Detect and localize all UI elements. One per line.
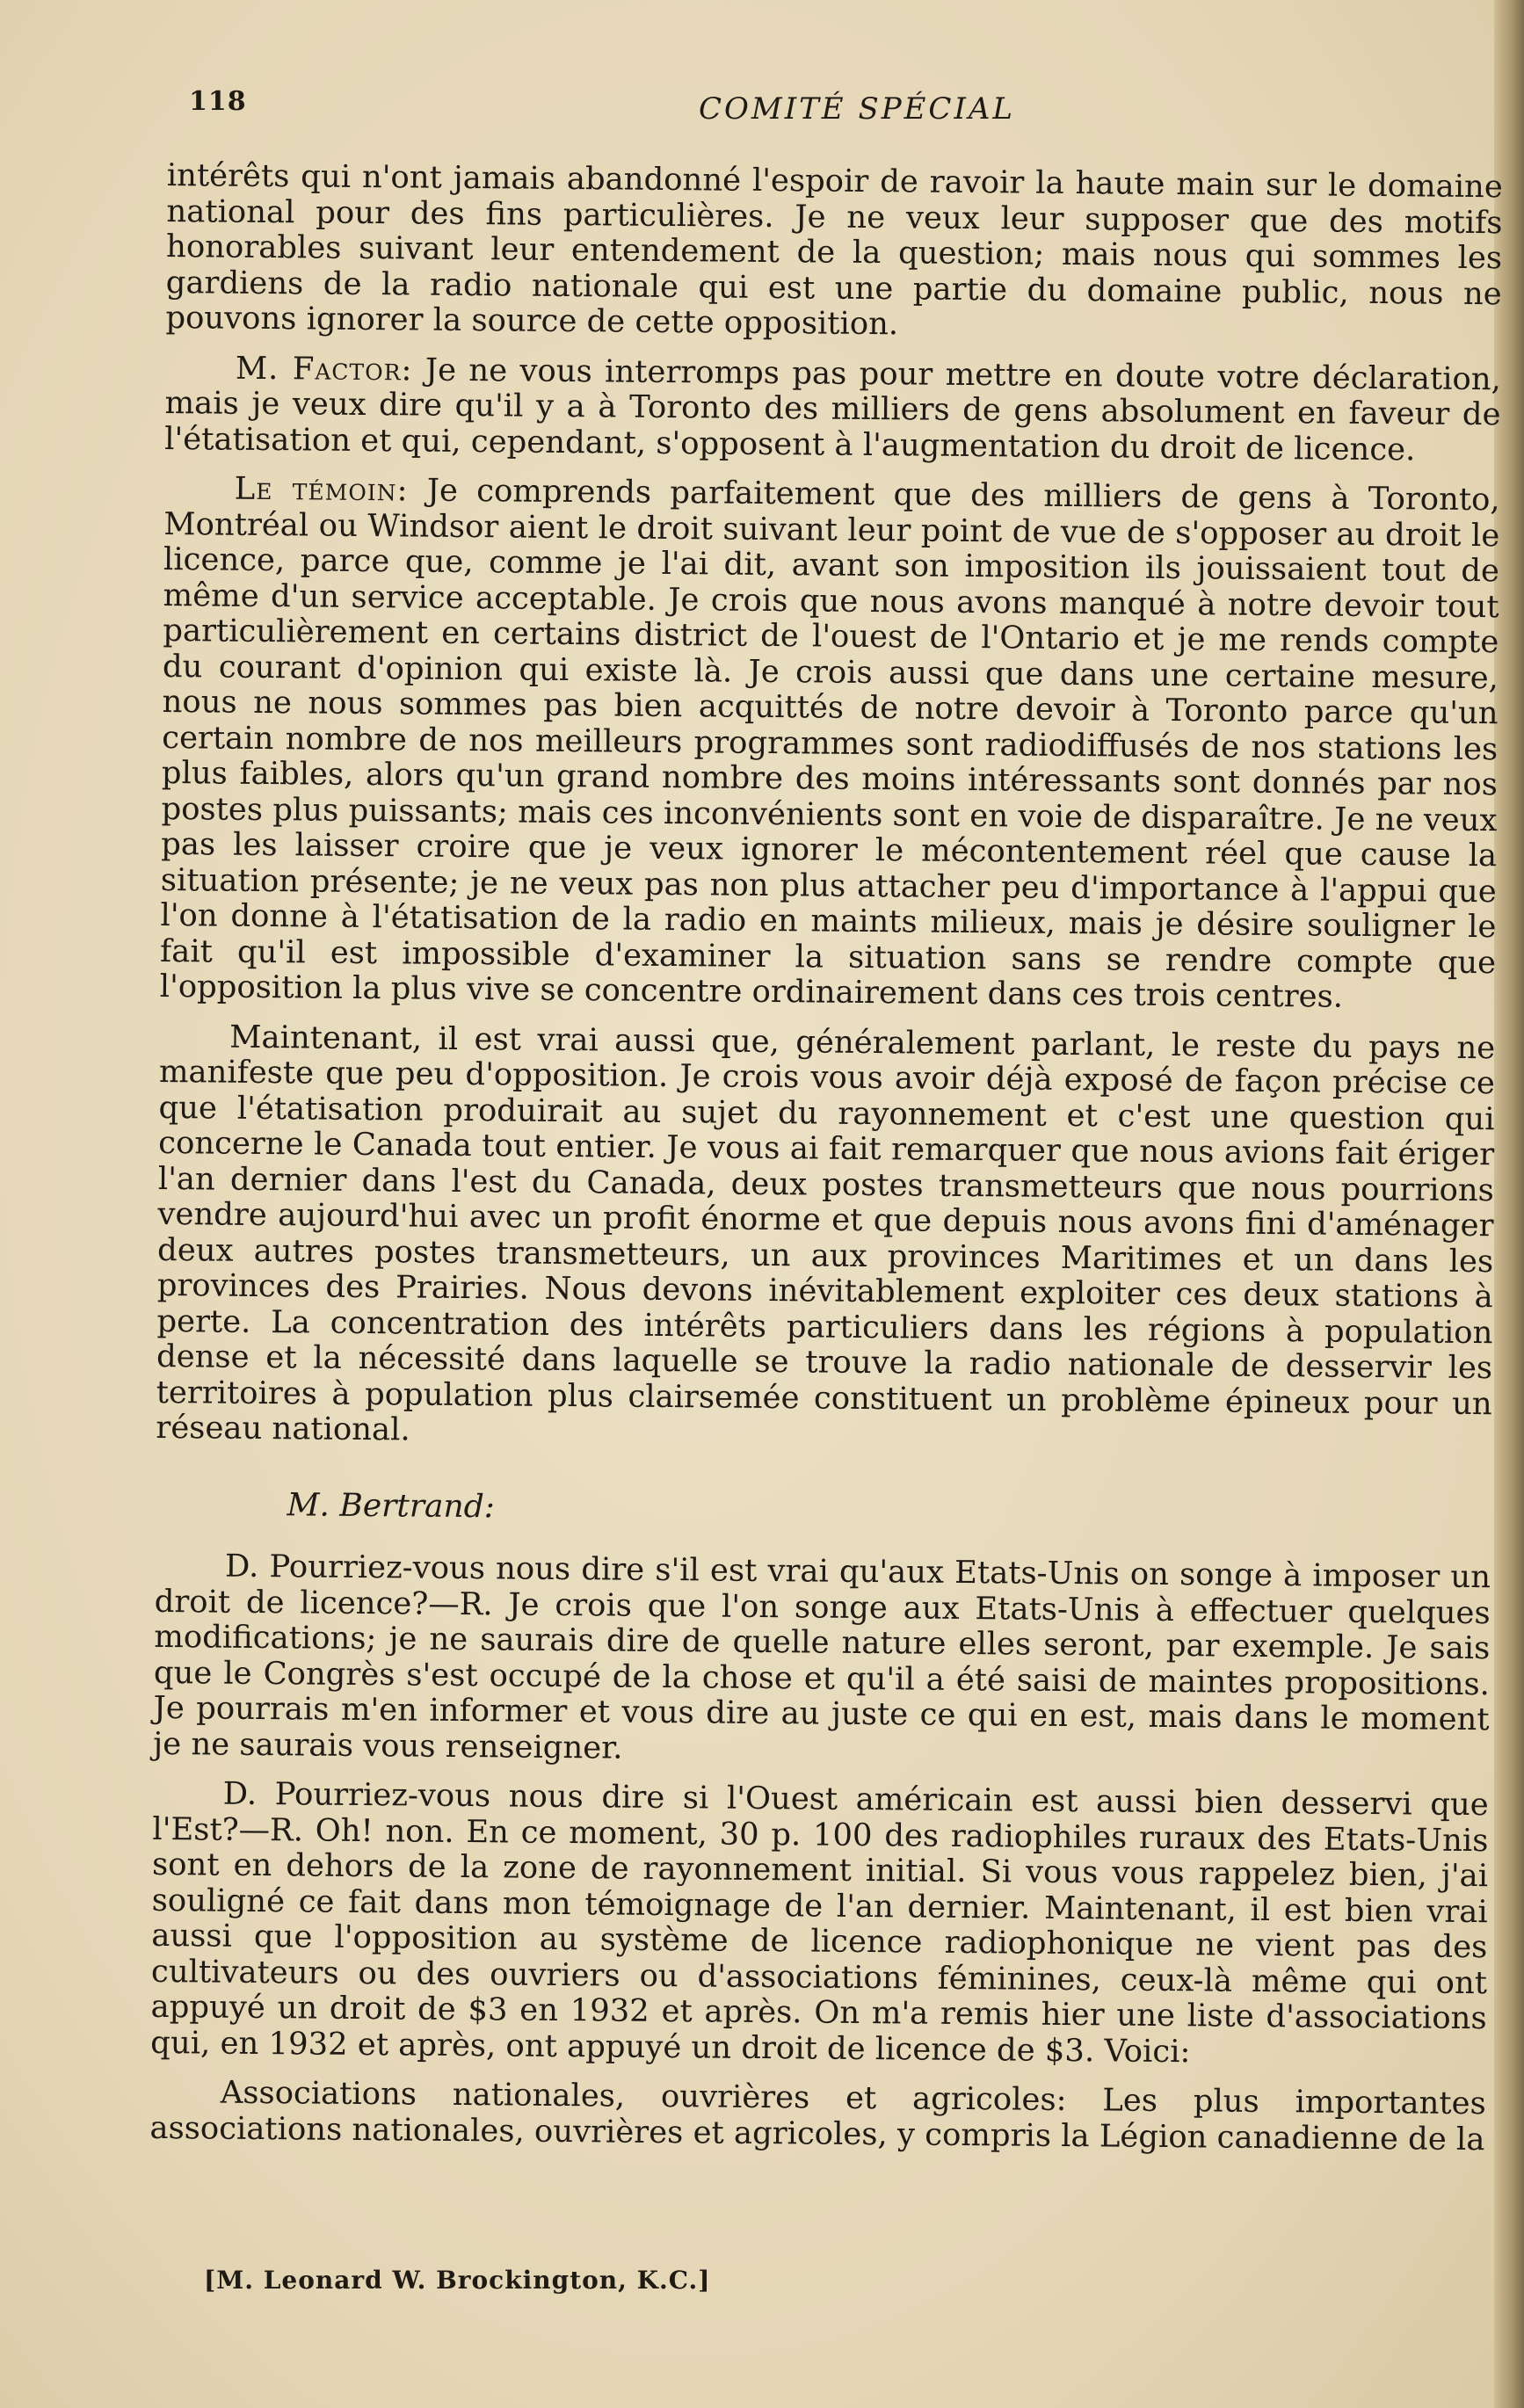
body-text xyxy=(149,158,1503,2158)
paragraph xyxy=(164,350,1501,468)
page-number: 118 xyxy=(189,86,247,117)
paragraph xyxy=(160,471,1500,1017)
paragraph: intérêts qui n'ont jamais abandonné l'espoir de ravoir la haute main sur le domaine national pour des fins particulières. Je ne veux leur supposer que des motifs honorables suivant leur entendement de la question; mais nous qui sommes les gardiens de la radio nationale qui est une partie du domaine public, nous ne pouvons ignorer la source de cette opposition. xyxy=(165,157,1503,343)
running-head: COMITÉ SPÉCIAL xyxy=(699,91,1016,127)
speaker-heading: M. Bertrand: xyxy=(287,1486,496,1525)
speaker-name: M. Factor: xyxy=(235,350,413,388)
question-paragraph: D. Pourriez-vous nous dire si l'Ouest américain est aussi bien desservi que l'Est?—R. Oh! non. En ce moment, 30 p. 100 des radiophiles ruraux des Etats-Unis sont en dehors de la zone de rayonnement initial. Si vous vous rappelez bien, j'ai souligné ce fait dans mon témoignage de l'an dernier. Maintenant, il est bien vrai aussi que l'opposition au système de licence radiophonique ne vient pas des cultivateurs ou des ouvriers ou d'associations féminines, ceux-là même qui ont appuyé un droit de $3 en 1932 et après. On m'a remis hier une liste d'associations qui, en 1932 et après, ont appuyé un droit de licence de $3. Voici: xyxy=(150,1775,1489,2070)
footer-note: [M. Leonard W. Brockington, K.C.] xyxy=(204,2266,711,2295)
page-header xyxy=(189,86,1490,139)
speaker-name: Le témoin: xyxy=(234,470,409,509)
paragraph: Maintenant, il est vrai aussi que, généralement parlant, le reste du pays ne manifeste que peu d'opposition. Je crois vous avoir déjà exposé de façon précise ce que l'étatisation produirait au sujet du rayonnement et c'est une question qui concerne le Canada tout entier. Je vous ai fait remarquer que nous avions fait ériger l'an dernier dans l'est du Canada, deux postes transmetteurs que nous pourrions vendre aujourd'hui avec un profit énorme et que depuis nous avons fini d'aménager deux autres postes transmetteurs, un aux provinces Maritimes et un dans les provinces des Prairies. Nous devons inévitablement exploiter ces deux stations à perte. La concentration des intérêts particuliers dans les régions à population dense et la nécessité dans laquelle se trouve la radio nationale de desservir les territoires à population plus clairsemée constituent un problème épineux pour un réseau national. xyxy=(156,1019,1496,1448)
paragraph-text: Je comprends parfaitement que des milliers de gens à Toronto, Montréal ou Windsor aient le droit suivant leur point de vue de s'opposer au droit le licence, parce que, comme je l'ai dit, avant son imposition ils jouissaient tout de même d'un service acceptable. Je crois que nous avons manqué à notre devoir tout particulièrement en certains district de l'ouest de l'Ontario et je me rends compte du courant d'opinion qui existe là. Je crois aussi que dans une certaine mesure, nous ne nous sommes pas bien acquittés de notre devoir à Toronto parce qu'un certain nombre de nos meilleurs programmes sont radiodiffusés de nos stations les plus faibles, alors qu'un grand nombre des moins intéressants sont donnés par nos postes plus puissants; mais ces inconvénients sont en voie de disparaître. Je ne veux pas les laisser croire que je veux ignorer le mécontentement réel que cause la situation présente; je ne veux pas non plus attacher peu d'importance à l'appui que l'on donne à l'étatisation de la radio en maints milieux, mais je désire souligner le fait qu'il est impossible d'examiner la situation sans se rendre compte que l'opposition la plus vive se concentre ordinairement dans ces trois centres. xyxy=(159,472,1500,1015)
question-paragraph: Associations nationales, ouvrières et agricoles: Les plus importantes associations nationales, ouvrières et agricoles, y compris la Légion canadienne de la xyxy=(149,2074,1486,2158)
paragraph-text: Je ne vous interromps pas pour mettre en doute votre déclaration, mais je veux dire qu'il y a à Toronto des milliers de gens absolument en faveur de l'étatisation et qui, cependant, s'opposent à l'augmentation du droit de licence. xyxy=(164,352,1502,468)
question-paragraph: D. Pourriez-vous nous dire s'il est vrai qu'aux Etats-Unis on songe à imposer un droit de licence?—R. Je crois que l'on songe aux Etats-Unis à effectuer quelques modifications; je ne saurais dire de quelle nature elles seront, par exemple. Je sais que le Congrès s'est occupé de la chose et qu'il a été saisi de maintes propositions. Je pourrais m'en informer et vous dire au juste ce qui en est, mais dans le moment je ne saurais vous renseigner. xyxy=(153,1548,1491,1766)
